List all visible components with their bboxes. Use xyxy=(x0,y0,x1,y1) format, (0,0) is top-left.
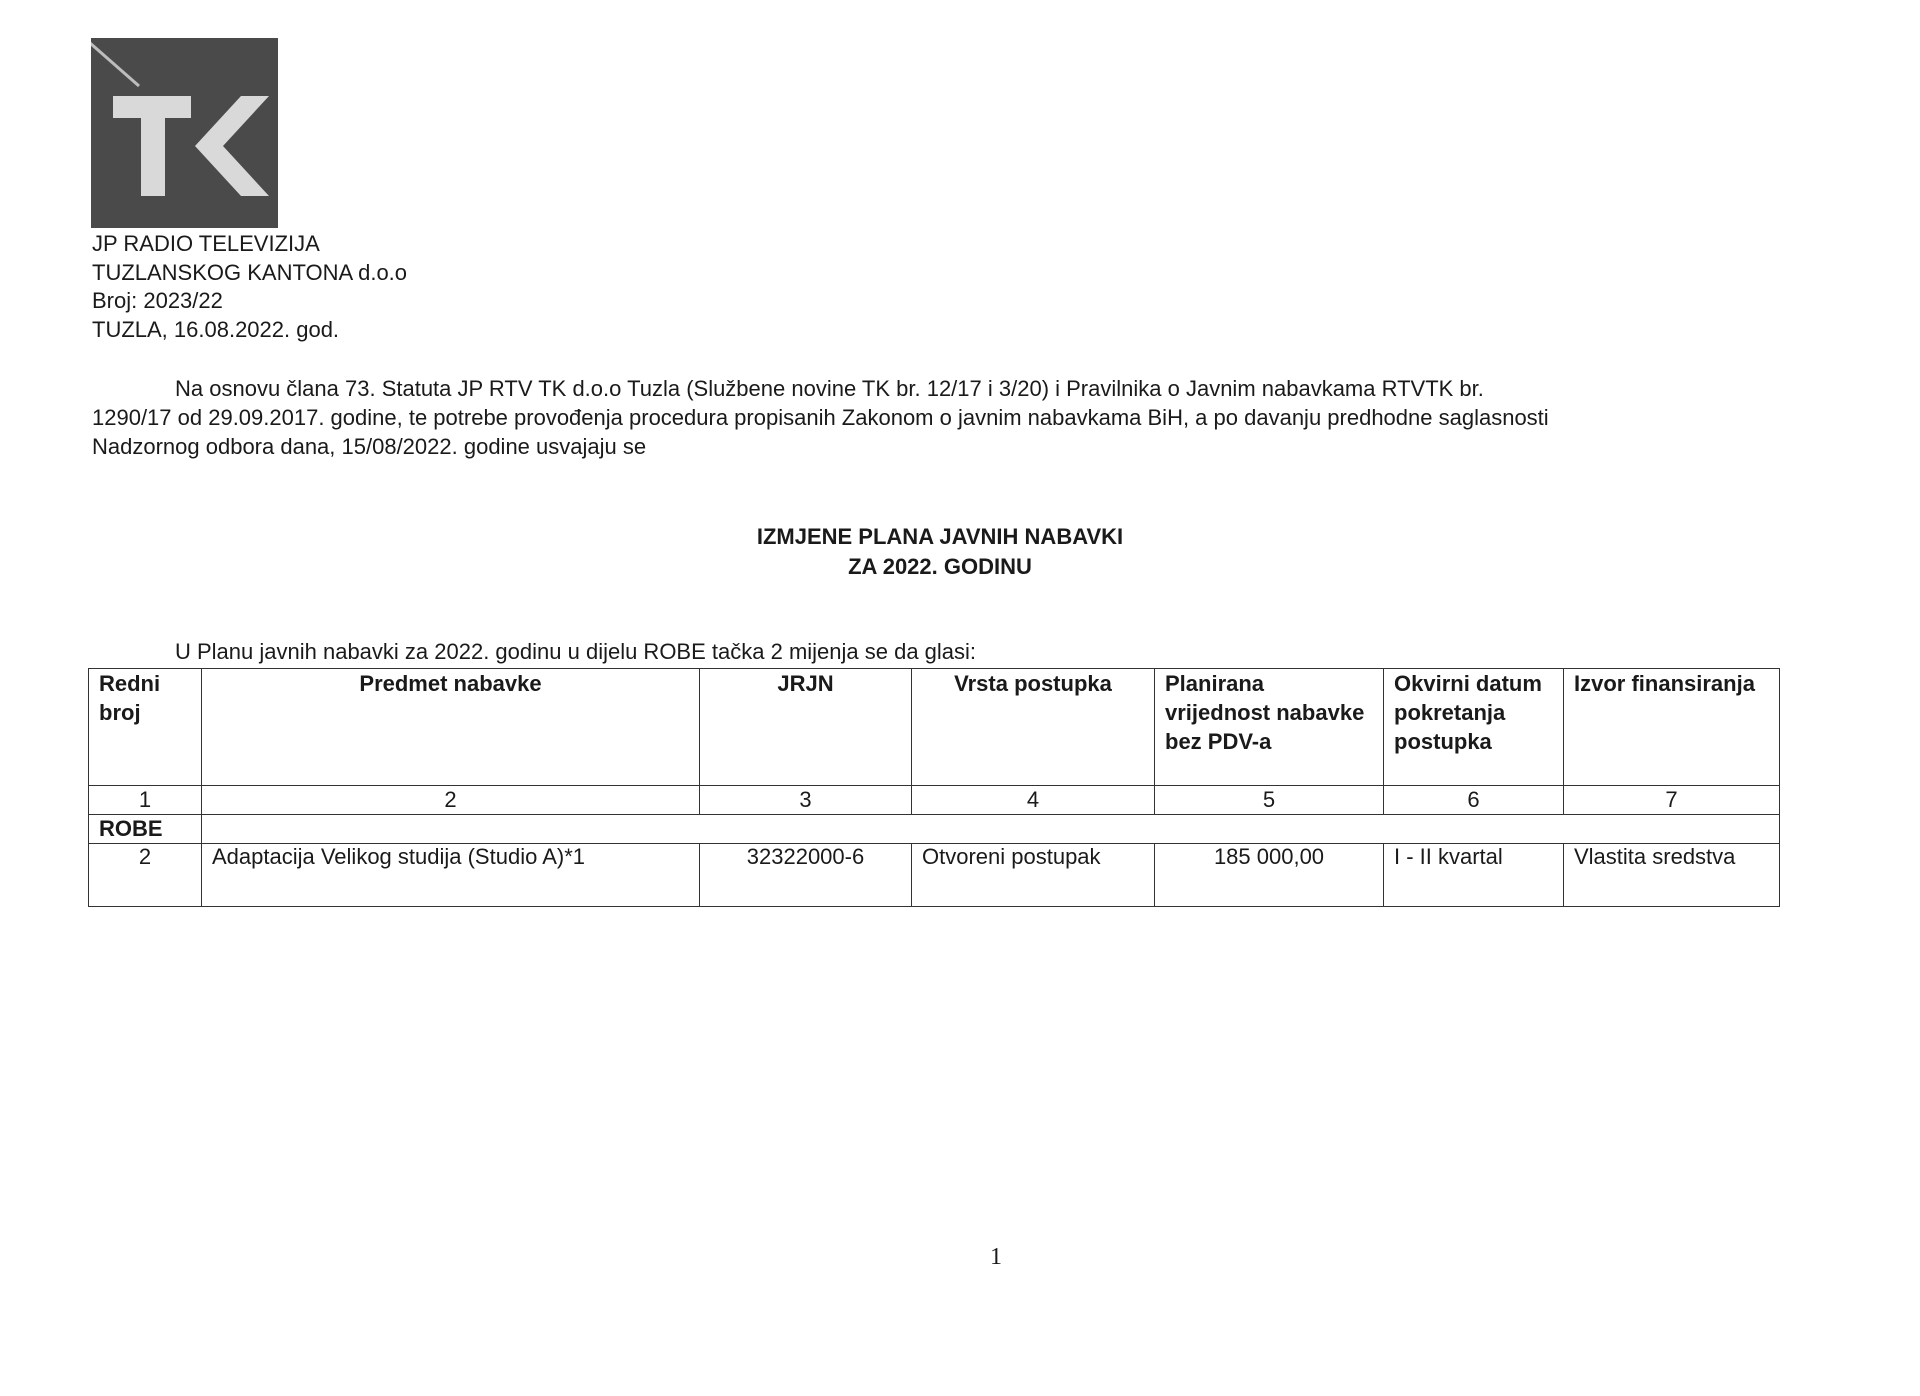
row-subject: Adaptacija Velikog studija (Studio A)*1 xyxy=(202,844,700,907)
column-number: 6 xyxy=(1384,786,1564,815)
table-header-row xyxy=(89,669,1780,786)
procurement-table xyxy=(88,668,1780,907)
header-cell-ordinal: Redni broj xyxy=(89,669,202,786)
column-number: 4 xyxy=(912,786,1155,815)
row-value: 185 000,00 xyxy=(1155,844,1384,907)
row-procedure: Otvoreni postupak xyxy=(912,844,1155,907)
section-label: ROBE xyxy=(89,815,202,844)
row-ordinal: 2 xyxy=(89,844,202,907)
column-number: 7 xyxy=(1564,786,1780,815)
header-cell-source: Izvor finansiranja xyxy=(1564,669,1780,786)
document-title xyxy=(0,522,1880,582)
organization-name-line-2: TUZLANSKOG KANTONA d.o.o xyxy=(92,259,408,285)
section-row xyxy=(89,815,1780,844)
header-cell-value: Planirana vrijednost nabavke bez PDV-a xyxy=(1155,669,1384,786)
row-jrjn: 32322000-6 xyxy=(700,844,912,907)
organization-name-line-1: JP RADIO TELEVIZIJA xyxy=(92,231,320,256)
header-cell-date: Okvirni datum pokretanja postupka xyxy=(1384,669,1564,786)
table-row xyxy=(89,844,1780,907)
header-cell-jrjn: JRJN xyxy=(700,669,912,786)
column-number: 3 xyxy=(700,786,912,815)
row-source: Vlastita sredstva xyxy=(1564,844,1780,907)
header-cell-procedure: Vrsta postupka xyxy=(912,669,1155,786)
column-number-row xyxy=(89,786,1780,815)
column-number: 5 xyxy=(1155,786,1384,815)
document-number: Broj: 2023/22 xyxy=(92,288,223,313)
lead-sentence: U Planu javnih nabavki za 2022. godinu u dijelu ROBE tačka 2 mijenja se da glasi: xyxy=(175,639,977,664)
row-date: I - II kvartal xyxy=(1384,844,1564,907)
intro-line-2: 1290/17 od 29.09.2017. godine, te potrebe provođenja procedura propisanih Zakonom o javnim nabavkama BiH, a po davanju predhodne saglasnosti xyxy=(92,405,1549,430)
title-line-2: ZA 2022. GODINU xyxy=(848,554,1032,579)
tk-logo-icon xyxy=(91,38,278,228)
company-logo xyxy=(91,38,278,228)
intro-paragraph xyxy=(92,374,1792,461)
column-number: 2 xyxy=(202,786,700,815)
header-cell-subject: Predmet nabavke xyxy=(202,669,700,786)
intro-line-1: Na osnovu člana 73. Statuta JP RTV TK d.o.o Tuzla (Službene novine TK br. 12/17 i 3/20) i Pravilnika o Javnim nabavkama RTVTK br. xyxy=(175,376,1484,401)
section-empty-cell xyxy=(202,815,1780,844)
intro-line-3: Nadzornog odbora dana, 15/08/2022. godine usvajaju se xyxy=(92,434,647,459)
page-number: 1 xyxy=(990,1244,1002,1270)
document-header xyxy=(92,230,407,344)
column-number: 1 xyxy=(89,786,202,815)
title-line-1: IZMJENE PLANA JAVNIH NABAVKI xyxy=(756,524,1124,549)
place-and-date: TUZLA, 16.08.2022. god. xyxy=(92,316,340,342)
